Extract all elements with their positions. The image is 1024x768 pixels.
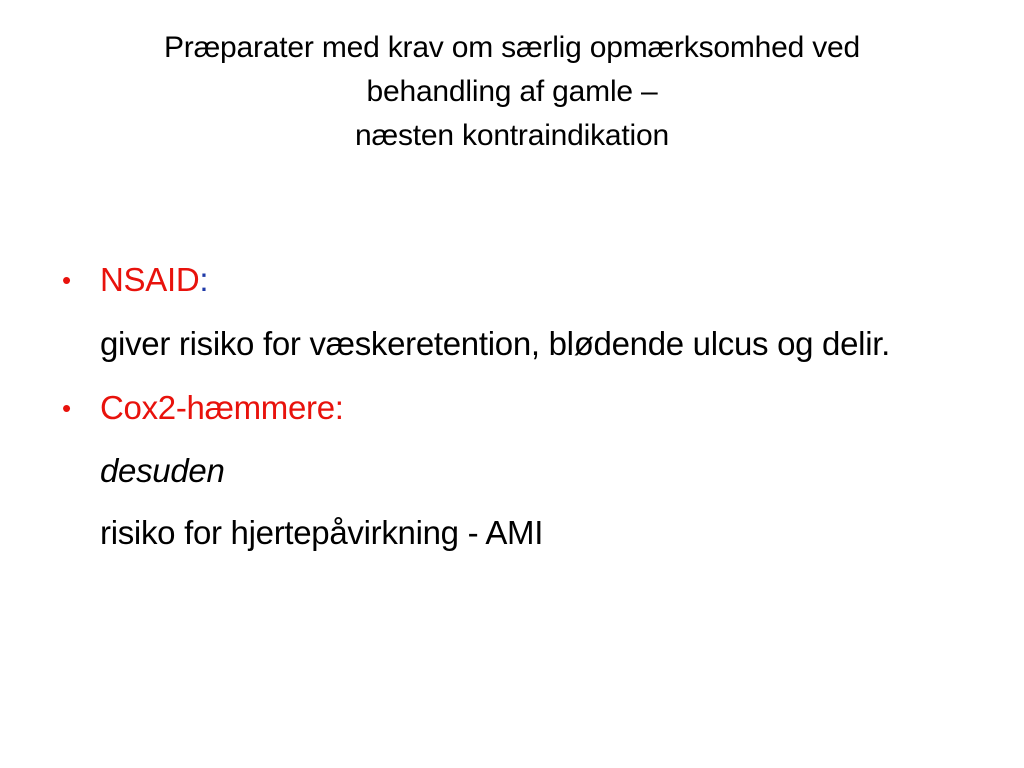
bullet-item-cox2 <box>62 380 982 436</box>
title-line-2: behandling af gamle – <box>366 75 658 108</box>
cox2-detail-intro: desuden <box>100 452 225 489</box>
slide-content <box>62 252 982 567</box>
bullet-dot-icon: • <box>62 265 71 295</box>
bullet-heading-nsaid: NSAID <box>100 261 200 298</box>
title-line-3: næsten kontraindikation <box>355 119 669 152</box>
bullet-dot-icon: • <box>62 393 71 423</box>
bullet-heading-cox2: Cox2-hæmmere: <box>100 389 344 426</box>
cox2-detail-text: risiko for hjertepåvirkning - AMI <box>100 514 544 551</box>
bullet-heading-colon: : <box>199 261 209 298</box>
slide-title <box>40 26 984 158</box>
bullet-item-nsaid <box>62 252 982 308</box>
title-line-1: Præparater med krav om særlig opmærksomhed ved <box>163 31 861 64</box>
nsaid-detail-text: giver risiko for væskeretention, blødende ulcus og delir. <box>100 325 890 362</box>
